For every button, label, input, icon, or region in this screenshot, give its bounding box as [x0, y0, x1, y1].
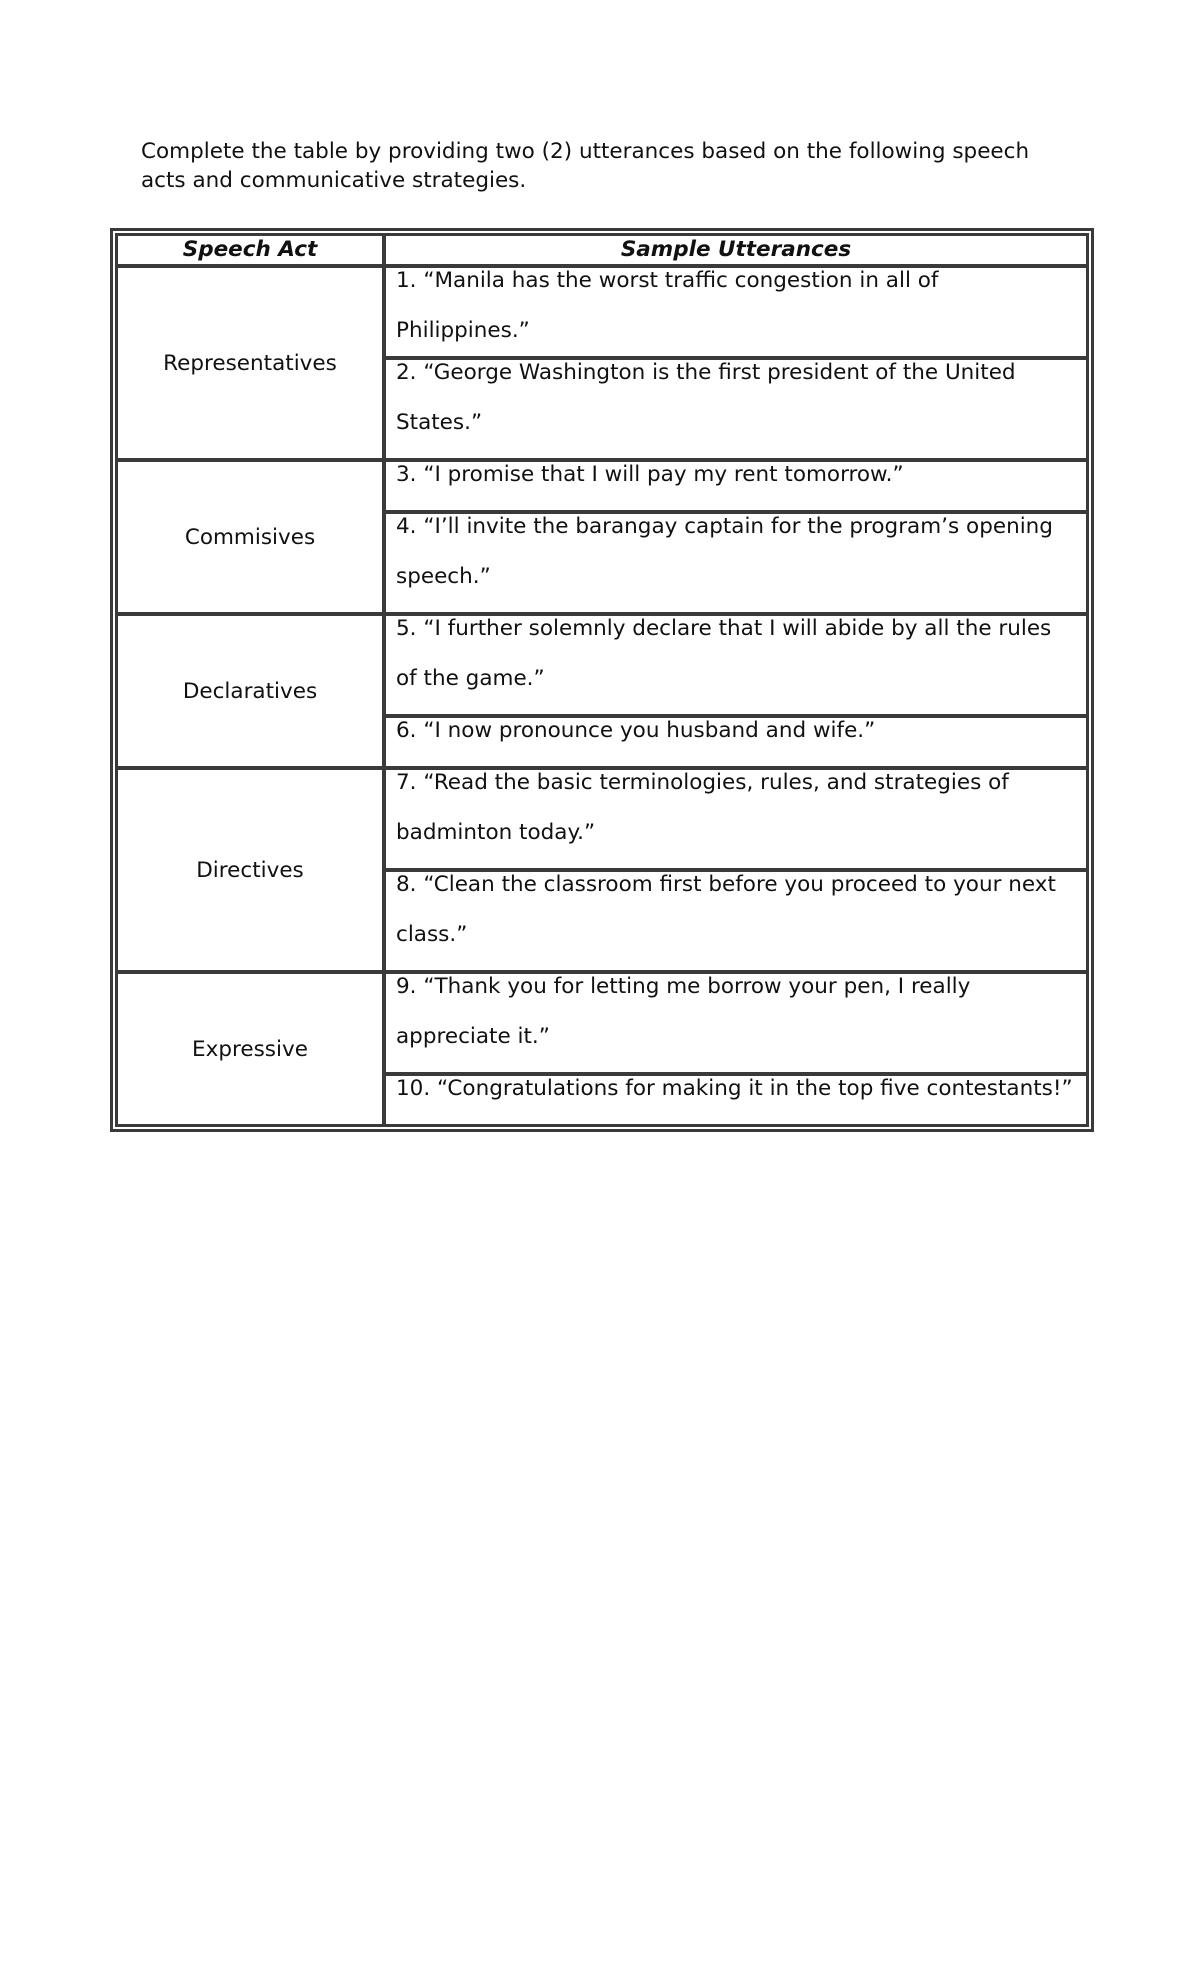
utterance-text: 2. “George Washington is the first president of the United States.” — [396, 360, 1016, 435]
header-sample-utterances: Sample Utterances — [384, 233, 1089, 267]
utterance-cell — [384, 267, 1089, 359]
utterance-cell — [384, 359, 1089, 461]
utterance-text: 4. “I’ll invite the barangay captain for the program’s opening speech.” — [396, 514, 1053, 589]
utterance-text: 9. “Thank you for letting me borrow your pen, I really appreciate it.” — [396, 974, 971, 1049]
utterance-text: 6. “I now pronounce you husband and wife.” — [396, 718, 876, 743]
utterance-cell — [384, 1075, 1089, 1127]
utterance-cell — [384, 513, 1089, 615]
utterance-cell — [384, 615, 1089, 717]
table-row — [115, 769, 1089, 871]
utterance-text: 8. “Clean the classroom first before you proceed to your next class.” — [396, 872, 1056, 947]
speech-act-cell: Commisives — [115, 461, 384, 615]
utterance-text: 5. “I further solemnly declare that I will abide by all the rules of the game.” — [396, 616, 1052, 691]
utterance-cell — [384, 973, 1089, 1075]
utterance-text: 1. “Manila has the worst traffic congestion in all of Philippines.” — [396, 268, 939, 343]
utterance-text: 7. “Read the basic terminologies, rules, and strategies of badminton today.” — [396, 770, 1009, 845]
utterance-cell — [384, 769, 1089, 871]
header-speech-act: Speech Act — [115, 233, 384, 267]
speech-act-cell: Declaratives — [115, 615, 384, 769]
table-row — [115, 973, 1089, 1075]
table-row — [115, 615, 1089, 717]
speech-act-cell: Directives — [115, 769, 384, 973]
speech-act-cell: Expressive — [115, 973, 384, 1127]
utterance-cell — [384, 871, 1089, 973]
speech-acts-table-grid — [115, 233, 1089, 1127]
speech-acts-table — [110, 228, 1094, 1132]
instructions-text: Complete the table by providing two (2) utterances based on the following speech acts and communicative strategies. — [141, 139, 1030, 193]
table-row — [115, 267, 1089, 359]
utterance-text: 3. “I promise that I will pay my rent tomorrow.” — [396, 462, 904, 487]
utterance-text: 10. “Congratulations for making it in the top five contestants!” — [396, 1076, 1073, 1101]
speech-act-cell: Representatives — [115, 267, 384, 461]
